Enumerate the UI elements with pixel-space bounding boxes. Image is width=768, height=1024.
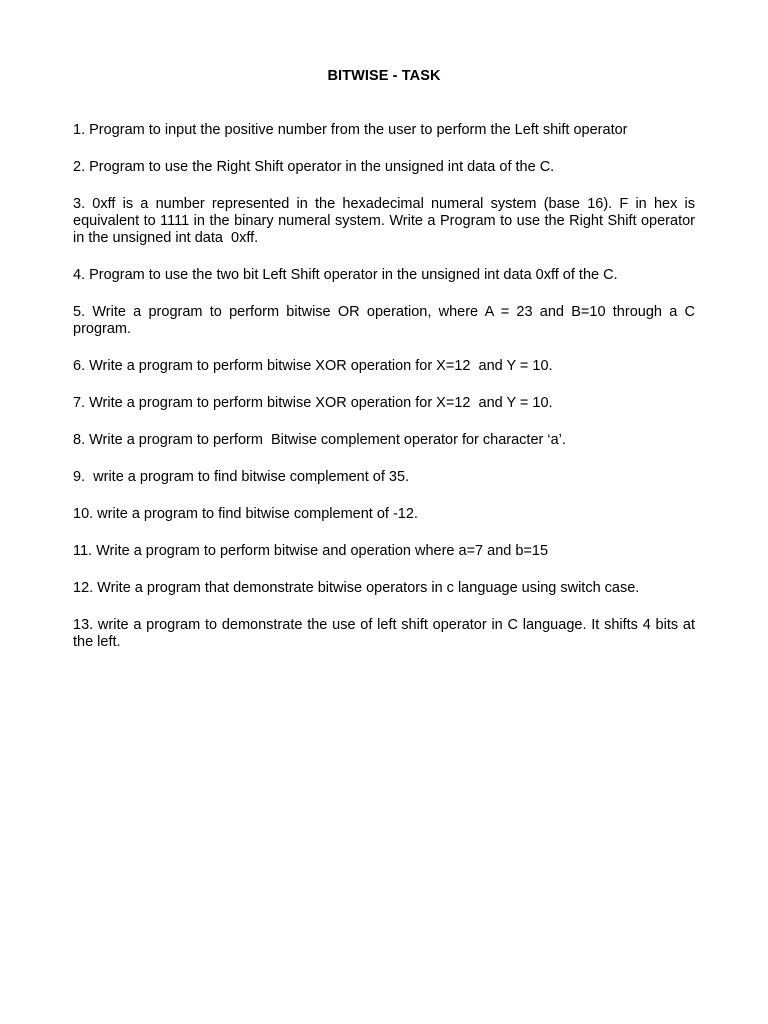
task-item-13: 13. write a program to demonstrate the use of left shift operator in C language. It shifts 4 bits at the left. (73, 617, 700, 650)
task-item-2: 2. Program to use the Right Shift operator in the unsigned int data of the C. (73, 159, 555, 175)
task-item-7: 7. Write a program to perform bitwise XOR operation for X=12 and Y = 10. (73, 395, 553, 411)
task-item-12: 12. Write a program that demonstrate bitwise operators in c language using switch case. (73, 580, 640, 596)
task-item-5: 5. Write a program to perform bitwise OR operation, where A = 23 and B=10 through a C program. (73, 304, 700, 337)
task-item-1: 1. Program to input the positive number from the user to perform the Left shift operator (73, 122, 628, 138)
task-item-11: 11. Write a program to perform bitwise and operation where a=7 and b=15 (73, 543, 549, 559)
task-list (73, 122, 700, 671)
task-item-6: 6. Write a program to perform bitwise XOR operation for X=12 and Y = 10. (73, 358, 553, 374)
document-title: BITWISE - TASK (327, 68, 441, 84)
task-item-4: 4. Program to use the two bit Left Shift operator in the unsigned int data 0xff of the C. (73, 267, 618, 283)
task-item-9: 9. write a program to find bitwise complement of 35. (73, 469, 410, 485)
task-item-3: 3. 0xff is a number represented in the hexadecimal numeral system (base 16). F in hex is equivalent to 1111 in the binary numeral system. Write a Program to use the Right Shift operator in the unsigned int data 0xff. (73, 196, 700, 246)
task-item-10: 10. write a program to find bitwise complement of -12. (73, 506, 418, 522)
task-item-8: 8. Write a program to perform Bitwise complement operator for character ‘a’. (73, 432, 566, 448)
